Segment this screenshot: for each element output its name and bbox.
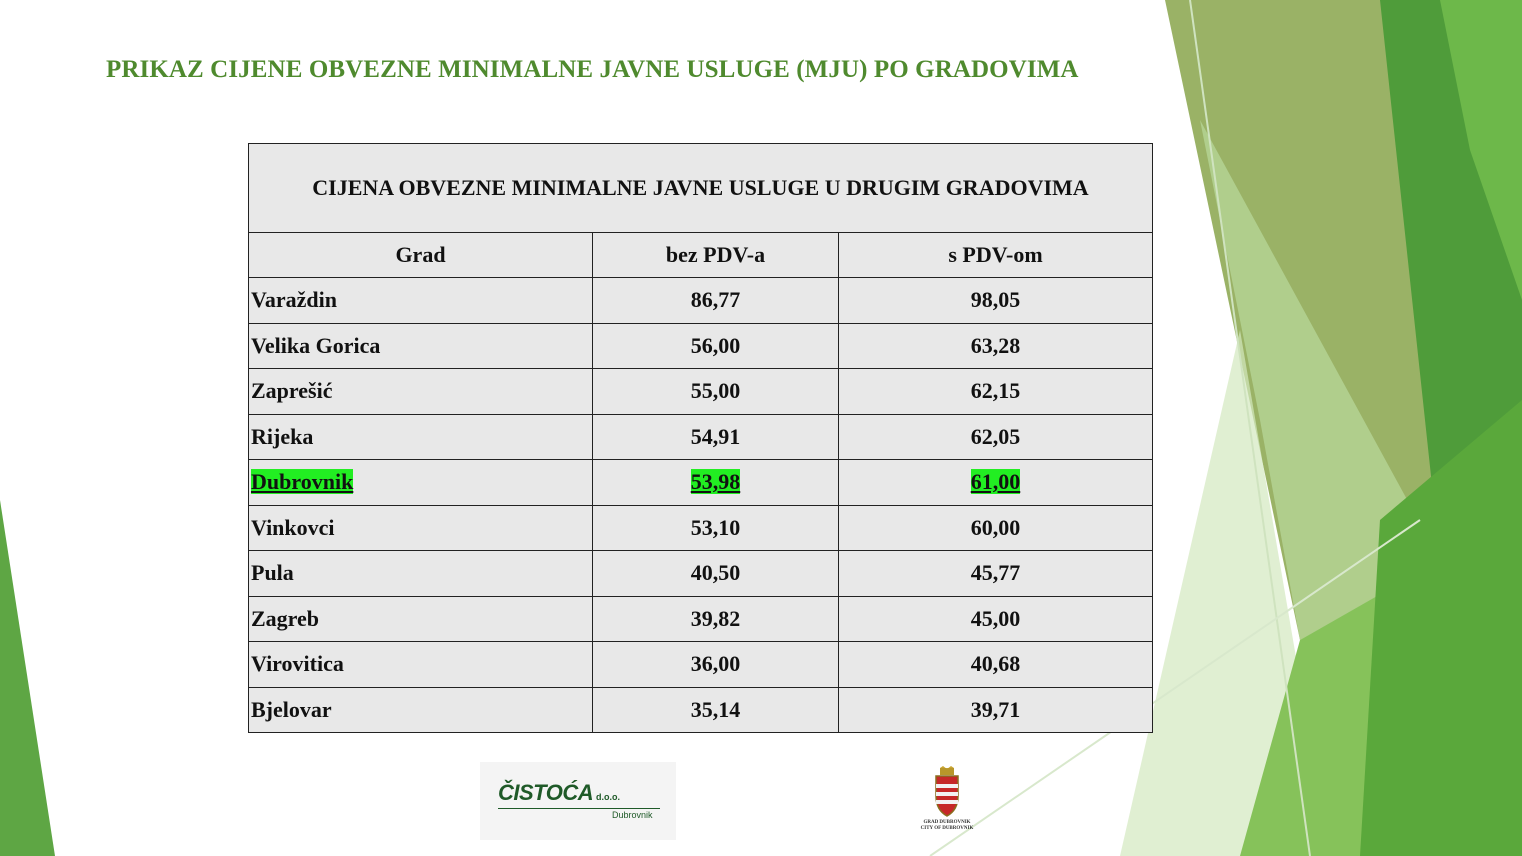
table-row <box>249 505 1153 551</box>
price-without-vat-highlighted: 53,98 <box>690 469 741 495</box>
city-name-highlighted: Dubrovnik <box>251 469 354 495</box>
price-table <box>248 143 1153 733</box>
table-row <box>249 278 1153 324</box>
table-row <box>249 323 1153 369</box>
table-row <box>249 414 1153 460</box>
price-with-vat: 62,05 <box>970 423 1021 449</box>
price-with-vat: 45,00 <box>970 605 1021 631</box>
price-without-vat: 86,77 <box>690 287 741 313</box>
price-without-vat: 56,00 <box>690 332 741 358</box>
city-name: Pula <box>251 560 294 586</box>
table-row <box>249 596 1153 642</box>
city-name: Varaždin <box>251 287 337 313</box>
grad-dubrovnik-logo <box>916 766 978 832</box>
table-row <box>249 687 1153 733</box>
grad-label-line1: GRAD DUBROVNIK <box>923 820 971 825</box>
price-with-vat: 63,28 <box>970 332 1021 358</box>
header-city: Grad <box>249 233 593 278</box>
price-without-vat: 35,14 <box>690 696 741 722</box>
cistoca-logo-divider <box>498 808 660 809</box>
price-with-vat: 45,77 <box>970 560 1021 586</box>
price-with-vat: 40,68 <box>970 651 1021 677</box>
price-with-vat-highlighted: 61,00 <box>970 469 1021 495</box>
city-name: Vinkovci <box>251 514 335 540</box>
price-without-vat: 54,91 <box>690 423 741 449</box>
cistoca-logo-suffix: d.o.o. <box>596 792 620 802</box>
table-row <box>249 551 1153 597</box>
coat-of-arms-icon <box>916 766 978 818</box>
city-name: Virovitica <box>251 651 344 677</box>
city-name: Bjelovar <box>251 696 332 722</box>
city-name: Zaprešić <box>251 378 333 404</box>
city-name: Velika Gorica <box>251 332 381 358</box>
city-name: Rijeka <box>251 423 314 449</box>
price-with-vat: 60,00 <box>970 514 1021 540</box>
table-caption: CIJENA OBVEZNE MINIMALNE JAVNE USLUGE U DRUGIM GRADOVIMA <box>249 144 1153 233</box>
table-row <box>249 369 1153 415</box>
price-with-vat: 62,15 <box>970 378 1021 404</box>
price-with-vat: 39,71 <box>970 696 1021 722</box>
price-without-vat: 55,00 <box>690 378 741 404</box>
city-name: Zagreb <box>251 605 320 631</box>
header-without-vat: bez PDV-a <box>593 233 839 278</box>
cistoca-logo <box>480 762 676 840</box>
price-without-vat: 36,00 <box>690 651 741 677</box>
cistoca-logo-name: ČISTOĆA <box>498 780 594 805</box>
price-with-vat: 98,05 <box>970 287 1021 313</box>
slide-title: PRIKAZ CIJENE OBVEZNE MINIMALNE JAVNE USLUGE (MJU) PO GRADOVIMA <box>106 56 1079 83</box>
table-row-highlighted <box>249 460 1153 506</box>
header-with-vat: s PDV-om <box>839 233 1153 278</box>
price-without-vat: 40,50 <box>690 560 741 586</box>
table-row <box>249 642 1153 688</box>
grad-dubrovnik-label <box>916 820 978 832</box>
cistoca-logo-city: Dubrovnik <box>612 810 653 820</box>
grad-label-line2: CITY OF DUBROVNIK <box>920 826 974 831</box>
price-without-vat: 53,10 <box>690 514 741 540</box>
price-without-vat: 39,82 <box>690 605 741 631</box>
